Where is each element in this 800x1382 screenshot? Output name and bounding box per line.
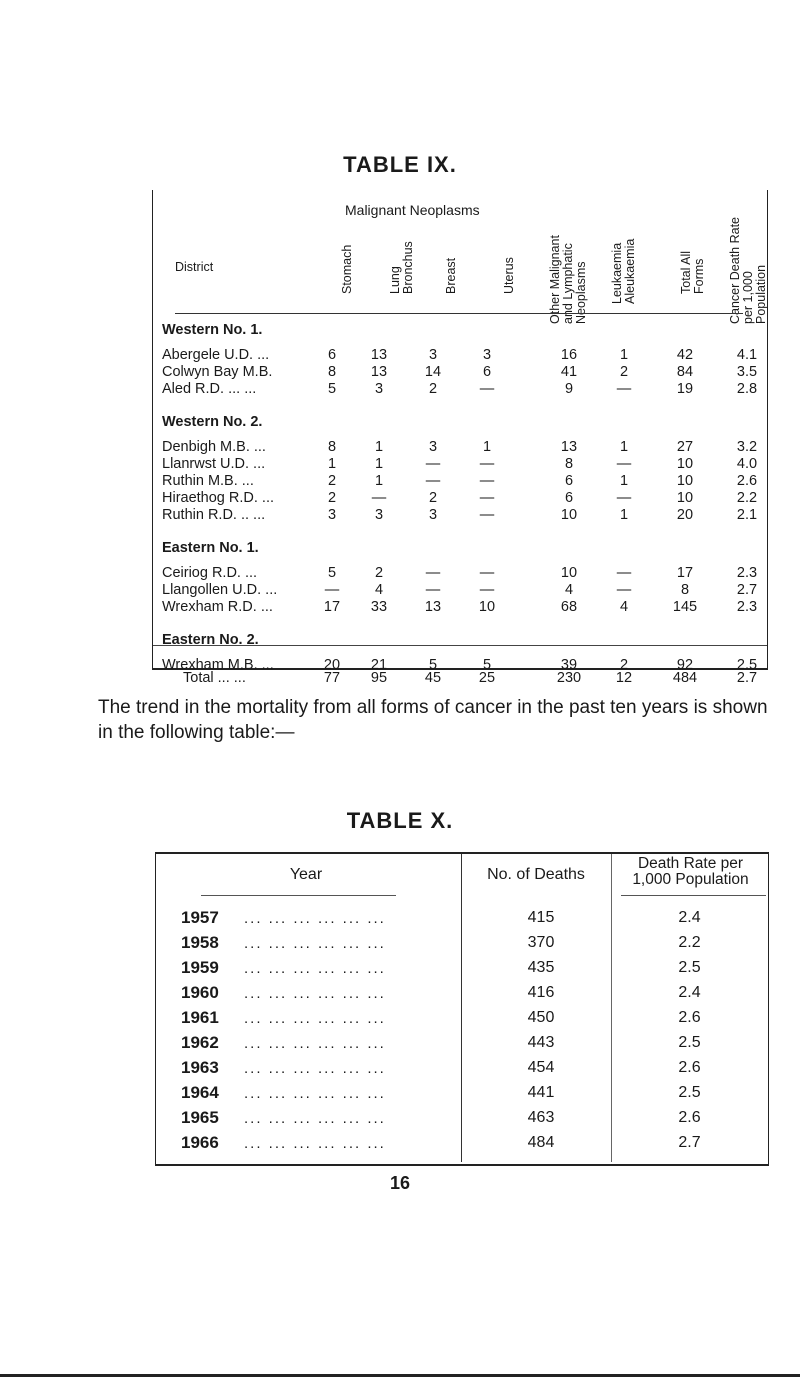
death-rate-header: Cancer Death Rate per 1,000 Population: [728, 216, 768, 324]
table-ix-title: TABLE IX.: [343, 152, 457, 177]
district-name: Ceiriog R.D. ...: [162, 565, 258, 581]
cell-breast: 14: [424, 364, 442, 380]
cell-rate: 2.3: [736, 599, 758, 615]
district-name: Hiraethog R.D. ...: [162, 490, 275, 506]
cell-leukaemia: 4: [619, 599, 629, 615]
cell-other: 68: [560, 599, 578, 615]
table-row: [153, 490, 767, 506]
deaths-cell: 463: [527, 1109, 555, 1126]
cell-other: 6: [564, 490, 574, 506]
cell-total: 10: [676, 473, 694, 489]
rate-cell: 2.5: [678, 1034, 701, 1051]
rate-cell: 2.2: [678, 934, 701, 951]
deaths-cell: 370: [527, 934, 555, 951]
cell-rate: 2.7: [736, 582, 758, 598]
leader-dots: ... ... ... ... ... ...: [244, 985, 386, 1002]
cell-leukaemia: 1: [619, 507, 629, 523]
cell-breast: 2: [428, 490, 438, 506]
cell-lung: 1: [374, 439, 384, 455]
year-cell: 1960: [181, 983, 219, 1002]
cell-leukaemia: 2: [619, 364, 629, 380]
cell-other: 10: [560, 565, 578, 581]
cell-other: 10: [560, 507, 578, 523]
cell-other: 41: [560, 364, 578, 380]
cell-breast: 5: [428, 657, 438, 673]
total-rule: [153, 645, 767, 646]
cell-total: 19: [676, 381, 694, 397]
cell-stomach: 8: [327, 439, 337, 455]
year-cell: 1957: [181, 908, 219, 927]
leader-dots: ... ... ... ... ... ...: [244, 1135, 386, 1152]
cell-uterus: 6: [482, 364, 492, 380]
cell-stomach: 8: [327, 364, 337, 380]
section-heading: Western No. 1.: [162, 322, 263, 338]
district-name: Ruthin M.B. ...: [162, 473, 254, 489]
section-heading: Western No. 2.: [162, 414, 263, 430]
cell-breast: —: [425, 456, 441, 472]
cell-rate: 3.2: [736, 439, 758, 455]
table-row: [153, 473, 767, 489]
table-row: [153, 381, 767, 397]
cell-uterus: 1: [482, 439, 492, 455]
cell-other: 16: [560, 347, 578, 363]
total-breast: 45: [424, 670, 442, 686]
cell-total: 84: [676, 364, 694, 380]
cell-total: 145: [672, 599, 698, 615]
cell-rate: 4.1: [736, 347, 758, 363]
cell-leukaemia: —: [616, 490, 632, 506]
total-rate: 2.7: [736, 670, 758, 686]
header-rule-x: [201, 895, 396, 896]
cell-lung: 4: [374, 582, 384, 598]
cell-breast: —: [425, 582, 441, 598]
cell-breast: 3: [428, 507, 438, 523]
leader-dots: ... ... ... ... ... ...: [244, 1010, 386, 1027]
rate-cell: 2.6: [678, 1059, 701, 1076]
leader-dots: ... ... ... ... ... ...: [244, 935, 386, 952]
table-row: [153, 507, 767, 523]
year-cell: 1964: [181, 1083, 219, 1102]
cell-breast: 13: [424, 599, 442, 615]
cell-total: 10: [676, 456, 694, 472]
cell-stomach: 2: [327, 490, 337, 506]
cell-breast: 3: [428, 347, 438, 363]
cell-breast: —: [425, 473, 441, 489]
rate-cell: 2.5: [678, 959, 701, 976]
year-cell: 1961: [181, 1008, 219, 1027]
cell-uterus: —: [479, 381, 495, 397]
cell-other: 4: [564, 582, 574, 598]
cell-breast: —: [425, 565, 441, 581]
cell-stomach: 5: [327, 565, 337, 581]
cell-uterus: 3: [482, 347, 492, 363]
cell-leukaemia: 1: [619, 347, 629, 363]
table-row: [153, 364, 767, 380]
cell-stomach: 17: [323, 599, 341, 615]
cell-lung: 21: [370, 657, 388, 673]
cell-leukaemia: —: [616, 565, 632, 581]
cell-rate: 2.6: [736, 473, 758, 489]
deaths-cell: 416: [527, 984, 555, 1001]
cell-other: 13: [560, 439, 578, 455]
leader-dots: ... ... ... ... ... ...: [244, 1110, 386, 1127]
cell-stomach: 1: [327, 456, 337, 472]
cell-rate: 2.5: [736, 657, 758, 673]
cell-uterus: —: [479, 582, 495, 598]
deaths-cell: 443: [527, 1034, 555, 1051]
page-edge: [0, 1374, 800, 1377]
cell-uterus: 5: [482, 657, 492, 673]
cell-leukaemia: 1: [619, 473, 629, 489]
cell-rate: 2.3: [736, 565, 758, 581]
rate-cell: 2.6: [678, 1109, 701, 1126]
cell-total: 92: [676, 657, 694, 673]
other-neoplasms-header: Other Malignant and Lymphatic Neoplasms: [548, 235, 588, 324]
year-cell: 1959: [181, 958, 219, 977]
cell-lung: —: [371, 490, 387, 506]
table-row: [153, 347, 767, 363]
total-uterus: 25: [478, 670, 496, 686]
district-name: Llanrwst U.D. ...: [162, 456, 266, 472]
cell-leukaemia: —: [616, 582, 632, 598]
deaths-cell: 415: [527, 909, 555, 926]
cell-total: 27: [676, 439, 694, 455]
district-name: Ruthin R.D. .. ...: [162, 507, 266, 523]
leader-dots: ... ... ... ... ... ...: [244, 910, 386, 927]
section-heading: Eastern No. 2.: [162, 632, 259, 648]
table-row: [153, 599, 767, 615]
cell-lung: 13: [370, 364, 388, 380]
total-lung: 95: [370, 670, 388, 686]
year-cell: 1962: [181, 1033, 219, 1052]
year-header: Year: [289, 866, 323, 883]
cell-stomach: 6: [327, 347, 337, 363]
rate-cell: 2.4: [678, 984, 701, 1001]
deaths-cell: 435: [527, 959, 555, 976]
cell-leukaemia: —: [616, 456, 632, 472]
cell-breast: 3: [428, 439, 438, 455]
year-cell: 1966: [181, 1133, 219, 1152]
cell-other: 9: [564, 381, 574, 397]
lung-bronchus-header: Lung Bronchus: [388, 241, 415, 294]
cell-lung: 33: [370, 599, 388, 615]
leader-dots: ... ... ... ... ... ...: [244, 1035, 386, 1052]
cell-stomach: —: [324, 582, 340, 598]
cell-leukaemia: 2: [619, 657, 629, 673]
cell-lung: 13: [370, 347, 388, 363]
district-name: Colwyn Bay M.B.: [162, 364, 273, 380]
rate-cell: 2.4: [678, 909, 701, 926]
cell-leukaemia: 1: [619, 439, 629, 455]
cell-stomach: 5: [327, 381, 337, 397]
table-row: [153, 456, 767, 472]
cell-lung: 3: [374, 507, 384, 523]
cell-lung: 1: [374, 473, 384, 489]
trend-paragraph: The trend in the mortality from all forms of cancer in the past ten years is shown in the following table:—: [98, 697, 768, 743]
header-rule: [175, 313, 743, 314]
cell-total: 42: [676, 347, 694, 363]
deaths-cell: 450: [527, 1009, 555, 1026]
leader-dots: ... ... ... ... ... ...: [244, 960, 386, 977]
total-row: [153, 670, 767, 686]
table-row: [153, 439, 767, 455]
rate-cell: 2.7: [678, 1134, 701, 1151]
cell-uterus: —: [479, 456, 495, 472]
cell-lung: 1: [374, 456, 384, 472]
cell-uterus: —: [479, 565, 495, 581]
year-cell: 1958: [181, 933, 219, 952]
cell-stomach: 20: [323, 657, 341, 673]
deaths-cell: 454: [527, 1059, 555, 1076]
deaths-header: No. of Deaths: [487, 866, 585, 883]
district-name: Denbigh M.B. ...: [162, 439, 266, 455]
cell-total: 8: [680, 582, 690, 598]
malignant-neoplasms-header: Malignant Neoplasms: [345, 202, 480, 218]
table-x-title: TABLE X.: [346, 808, 454, 833]
deaths-cell: 441: [527, 1084, 555, 1101]
total-other: 230: [556, 670, 582, 686]
cell-total: 20: [676, 507, 694, 523]
total-forms-header: Total All Forms: [679, 250, 706, 294]
year-cell: 1965: [181, 1108, 219, 1127]
cell-rate: 2.2: [736, 490, 758, 506]
rate-cell: 2.5: [678, 1084, 701, 1101]
cell-uterus: —: [479, 473, 495, 489]
leader-dots: ... ... ... ... ... ...: [244, 1060, 386, 1077]
cell-uterus: —: [479, 490, 495, 506]
cell-breast: 2: [428, 381, 438, 397]
district-name: Wrexham R.D. ...: [162, 599, 273, 615]
cell-stomach: 3: [327, 507, 337, 523]
cell-other: 6: [564, 473, 574, 489]
year-cell: 1963: [181, 1058, 219, 1077]
rate-header: Death Rate per 1,000 Population: [632, 855, 749, 888]
cell-rate: 2.8: [736, 381, 758, 397]
cell-other: 39: [560, 657, 578, 673]
section-heading: Eastern No. 1.: [162, 540, 259, 556]
table-row: [153, 565, 767, 581]
cell-lung: 2: [374, 565, 384, 581]
rate-cell: 2.6: [678, 1009, 701, 1026]
cell-rate: 3.5: [736, 364, 758, 380]
cell-total: 10: [676, 490, 694, 506]
cell-uterus: 10: [478, 599, 496, 615]
cell-leukaemia: —: [616, 381, 632, 397]
leader-dots: ... ... ... ... ... ...: [244, 1085, 386, 1102]
table-x: [155, 852, 769, 1166]
stomach-header: Stomach: [340, 244, 354, 294]
table-ix: [152, 190, 768, 686]
cell-rate: 4.0: [736, 456, 758, 472]
total-label: Total ... ...: [183, 670, 246, 686]
cell-stomach: 2: [327, 473, 337, 489]
district-header: District: [175, 260, 214, 274]
deaths-cell: 484: [527, 1134, 555, 1151]
cell-uterus: —: [479, 507, 495, 523]
table-row: [153, 582, 767, 598]
total-leukaemia: 12: [615, 670, 633, 686]
page-number: 16: [389, 1173, 411, 1193]
uterus-header: Uterus: [502, 257, 516, 294]
cell-other: 8: [564, 456, 574, 472]
district-name: Aled R.D. ... ...: [162, 381, 257, 397]
cell-lung: 3: [374, 381, 384, 397]
total-stomach: 77: [323, 670, 341, 686]
district-name: Abergele U.D. ...: [162, 347, 270, 363]
leukaemia-header: Leukaemia Aleukaemia: [610, 238, 637, 304]
district-name: Llangollen U.D. ...: [162, 582, 278, 598]
header-rule-x2: [621, 895, 766, 896]
cell-rate: 2.1: [736, 507, 758, 523]
breast-header: Breast: [444, 257, 458, 294]
total-all-forms: 484: [672, 670, 698, 686]
cell-total: 17: [676, 565, 694, 581]
district-name: Wrexham M.B. ...: [162, 657, 274, 673]
